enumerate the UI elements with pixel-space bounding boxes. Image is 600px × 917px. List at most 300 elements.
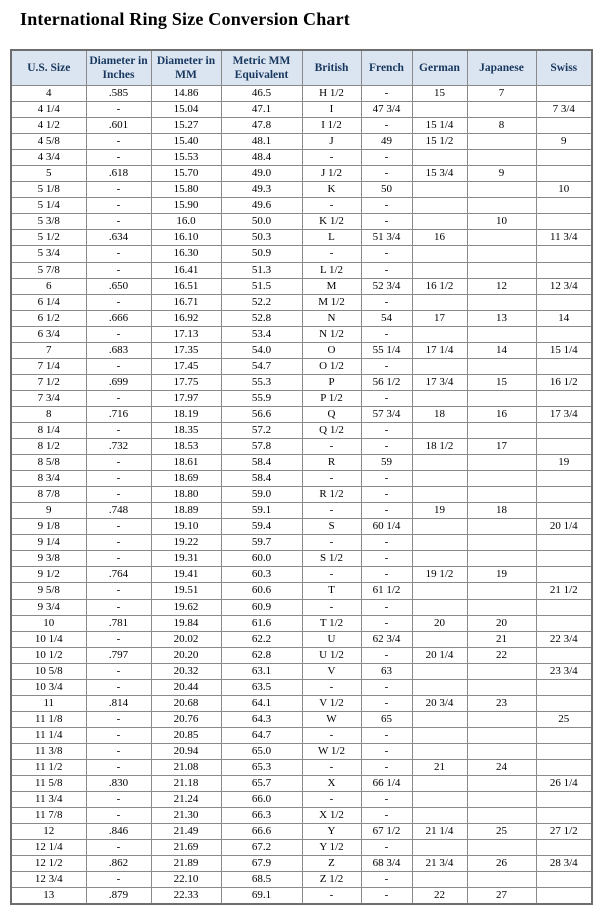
table-cell xyxy=(467,230,536,246)
table-cell: - xyxy=(86,471,151,487)
table-cell xyxy=(467,727,536,743)
table-cell: - xyxy=(361,727,412,743)
table-cell: H 1/2 xyxy=(302,86,361,102)
table-cell: 65.7 xyxy=(221,776,302,792)
table-cell: 10 1/4 xyxy=(11,631,86,647)
table-cell: 21.30 xyxy=(151,808,221,824)
table-cell: 68 3/4 xyxy=(361,856,412,872)
table-cell: 55.9 xyxy=(221,390,302,406)
table-cell: 61.6 xyxy=(221,615,302,631)
table-cell: 49.6 xyxy=(221,198,302,214)
table-row xyxy=(11,198,592,214)
table-cell: 21.49 xyxy=(151,824,221,840)
table-cell: .716 xyxy=(86,406,151,422)
table-cell: 20.68 xyxy=(151,695,221,711)
table-cell: 10 1/2 xyxy=(11,647,86,663)
table-cell xyxy=(536,390,592,406)
table-cell: - xyxy=(361,808,412,824)
table-cell: .699 xyxy=(86,374,151,390)
table-cell: W 1/2 xyxy=(302,743,361,759)
table-cell: 12 3/4 xyxy=(536,278,592,294)
table-cell xyxy=(467,487,536,503)
table-cell: 19.22 xyxy=(151,535,221,551)
table-cell: S xyxy=(302,519,361,535)
table-cell: .650 xyxy=(86,278,151,294)
table-cell: 21.08 xyxy=(151,759,221,775)
table-row xyxy=(11,230,592,246)
table-cell: 5 7/8 xyxy=(11,262,86,278)
table-cell: 15 xyxy=(467,374,536,390)
table-cell xyxy=(536,439,592,455)
table-cell: 67 1/2 xyxy=(361,824,412,840)
table-cell: 21 xyxy=(412,759,467,775)
table-cell: Y xyxy=(302,824,361,840)
table-cell: 6 1/4 xyxy=(11,294,86,310)
table-cell: - xyxy=(361,294,412,310)
table-cell: 14 xyxy=(536,310,592,326)
table-cell: 51 3/4 xyxy=(361,230,412,246)
table-cell: 21 3/4 xyxy=(412,856,467,872)
table-cell xyxy=(412,422,467,438)
table-cell: 60.3 xyxy=(221,567,302,583)
table-cell xyxy=(467,551,536,567)
table-cell: - xyxy=(361,872,412,888)
table-row xyxy=(11,118,592,134)
table-cell: - xyxy=(361,888,412,905)
table-cell: J 1/2 xyxy=(302,166,361,182)
table-cell: - xyxy=(86,246,151,262)
table-cell: 10 5/8 xyxy=(11,663,86,679)
table-cell: 12 xyxy=(467,278,536,294)
table-cell: 21 1/2 xyxy=(536,583,592,599)
table-cell: 20.85 xyxy=(151,727,221,743)
table-cell: - xyxy=(86,262,151,278)
table-cell: 53.4 xyxy=(221,326,302,342)
table-cell: 4 1/4 xyxy=(11,102,86,118)
header-diameter-inches: Diameter in Inches xyxy=(86,50,151,86)
table-row xyxy=(11,872,592,888)
table-row xyxy=(11,342,592,358)
table-cell: 15 3/4 xyxy=(412,166,467,182)
table-cell xyxy=(536,358,592,374)
table-cell: 58.4 xyxy=(221,471,302,487)
table-cell: .732 xyxy=(86,439,151,455)
table-cell: 6 1/2 xyxy=(11,310,86,326)
table-cell: - xyxy=(86,326,151,342)
table-cell: 4 5/8 xyxy=(11,134,86,150)
table-cell: 4 3/4 xyxy=(11,150,86,166)
table-cell: - xyxy=(361,503,412,519)
table-cell xyxy=(412,487,467,503)
table-cell: 9 xyxy=(536,134,592,150)
table-cell: - xyxy=(302,759,361,775)
table-cell: - xyxy=(361,647,412,663)
table-cell: - xyxy=(302,727,361,743)
table-cell: - xyxy=(86,583,151,599)
table-cell: - xyxy=(86,663,151,679)
table-cell: - xyxy=(86,711,151,727)
table-cell: .601 xyxy=(86,118,151,134)
table-cell: - xyxy=(86,551,151,567)
table-cell xyxy=(467,872,536,888)
table-cell xyxy=(412,535,467,551)
table-cell: 20.44 xyxy=(151,679,221,695)
table-cell: 20 xyxy=(467,615,536,631)
table-cell xyxy=(412,471,467,487)
table-cell xyxy=(467,455,536,471)
table-cell: .830 xyxy=(86,776,151,792)
table-cell: .846 xyxy=(86,824,151,840)
table-cell: 14 xyxy=(467,342,536,358)
table-row xyxy=(11,166,592,182)
table-cell: - xyxy=(86,358,151,374)
table-cell: 9 1/8 xyxy=(11,519,86,535)
table-cell xyxy=(467,711,536,727)
table-cell xyxy=(467,663,536,679)
table-cell: 50.9 xyxy=(221,246,302,262)
table-cell xyxy=(467,102,536,118)
table-cell xyxy=(412,679,467,695)
table-cell: 17 xyxy=(412,310,467,326)
table-cell: K xyxy=(302,182,361,198)
table-cell xyxy=(467,262,536,278)
table-row xyxy=(11,262,592,278)
table-cell: 25 xyxy=(467,824,536,840)
table-cell: 63.5 xyxy=(221,679,302,695)
table-cell: - xyxy=(361,150,412,166)
table-cell: Q xyxy=(302,406,361,422)
table-cell xyxy=(412,262,467,278)
table-cell xyxy=(536,471,592,487)
table-row xyxy=(11,663,592,679)
table-row xyxy=(11,808,592,824)
table-cell: 60.9 xyxy=(221,599,302,615)
table-cell: N 1/2 xyxy=(302,326,361,342)
table-cell: - xyxy=(361,551,412,567)
table-cell xyxy=(536,150,592,166)
table-row xyxy=(11,455,592,471)
table-cell: 9 3/4 xyxy=(11,599,86,615)
table-row xyxy=(11,792,592,808)
table-cell xyxy=(536,535,592,551)
table-cell: 15 1/4 xyxy=(412,118,467,134)
table-cell: 9 1/4 xyxy=(11,535,86,551)
table-cell: 7 1/2 xyxy=(11,374,86,390)
table-cell: Z 1/2 xyxy=(302,872,361,888)
table-cell xyxy=(467,422,536,438)
table-row xyxy=(11,278,592,294)
table-cell: 20 1/4 xyxy=(412,647,467,663)
table-cell: 23 xyxy=(467,695,536,711)
table-cell xyxy=(412,390,467,406)
table-cell: 54.7 xyxy=(221,358,302,374)
table-cell xyxy=(536,808,592,824)
table-cell: 16.10 xyxy=(151,230,221,246)
table-cell: 9 xyxy=(467,166,536,182)
table-cell: - xyxy=(361,439,412,455)
table-row xyxy=(11,182,592,198)
table-cell xyxy=(467,808,536,824)
table-row xyxy=(11,711,592,727)
table-cell: 15 1/2 xyxy=(412,134,467,150)
table-cell: .585 xyxy=(86,86,151,102)
table-cell: 15.80 xyxy=(151,182,221,198)
table-cell: V 1/2 xyxy=(302,695,361,711)
table-cell: 16 1/2 xyxy=(412,278,467,294)
table-cell: 19.31 xyxy=(151,551,221,567)
table-row xyxy=(11,647,592,663)
table-cell: 8 1/2 xyxy=(11,439,86,455)
table-cell: L 1/2 xyxy=(302,262,361,278)
table-row xyxy=(11,888,592,905)
table-cell: 52.8 xyxy=(221,310,302,326)
table-cell: N xyxy=(302,310,361,326)
table-cell: W xyxy=(302,711,361,727)
table-cell: 66 1/4 xyxy=(361,776,412,792)
table-cell: 67.2 xyxy=(221,840,302,856)
table-cell: 8 5/8 xyxy=(11,455,86,471)
table-cell: Q 1/2 xyxy=(302,422,361,438)
table-cell: 59.7 xyxy=(221,535,302,551)
table-cell xyxy=(467,150,536,166)
table-cell: 14.86 xyxy=(151,86,221,102)
table-cell: Z xyxy=(302,856,361,872)
table-cell: - xyxy=(86,727,151,743)
table-cell: 54.0 xyxy=(221,342,302,358)
table-cell: 65 xyxy=(361,711,412,727)
table-cell: - xyxy=(361,262,412,278)
table-cell: 10 xyxy=(11,615,86,631)
table-cell: 21.69 xyxy=(151,840,221,856)
table-cell: - xyxy=(361,679,412,695)
table-cell: 50 xyxy=(361,182,412,198)
table-cell: 15.90 xyxy=(151,198,221,214)
table-cell: - xyxy=(361,487,412,503)
table-cell: 54 xyxy=(361,310,412,326)
table-cell: - xyxy=(302,471,361,487)
table-cell: 18.69 xyxy=(151,471,221,487)
table-row xyxy=(11,776,592,792)
table-cell xyxy=(536,198,592,214)
table-cell xyxy=(467,535,536,551)
table-cell: - xyxy=(302,679,361,695)
table-cell: 17 3/4 xyxy=(412,374,467,390)
table-cell: 20 xyxy=(412,615,467,631)
table-cell xyxy=(467,294,536,310)
table-cell: 22.33 xyxy=(151,888,221,905)
table-cell xyxy=(412,808,467,824)
table-cell: 11 1/8 xyxy=(11,711,86,727)
table-cell: 19.62 xyxy=(151,599,221,615)
table-cell xyxy=(412,840,467,856)
table-cell: 55.3 xyxy=(221,374,302,390)
table-cell: U xyxy=(302,631,361,647)
table-cell: 24 xyxy=(467,759,536,775)
table-cell xyxy=(467,198,536,214)
table-cell: 11 xyxy=(11,695,86,711)
table-cell: - xyxy=(361,198,412,214)
table-row xyxy=(11,358,592,374)
table-cell: 16.30 xyxy=(151,246,221,262)
table-cell: - xyxy=(86,599,151,615)
table-cell: - xyxy=(302,150,361,166)
table-row xyxy=(11,631,592,647)
table-cell xyxy=(467,358,536,374)
table-cell xyxy=(467,471,536,487)
table-row xyxy=(11,214,592,230)
header-japanese: Japanese xyxy=(467,50,536,86)
header-british: British xyxy=(302,50,361,86)
table-cell: .666 xyxy=(86,310,151,326)
table-cell: 19.51 xyxy=(151,583,221,599)
table-cell xyxy=(467,390,536,406)
table-cell: 8 xyxy=(11,406,86,422)
table-cell: 5 xyxy=(11,166,86,182)
table-cell: 18 1/2 xyxy=(412,439,467,455)
table-cell: 67.9 xyxy=(221,856,302,872)
table-cell: 15.70 xyxy=(151,166,221,182)
table-cell xyxy=(412,792,467,808)
table-cell: .634 xyxy=(86,230,151,246)
table-cell: 48.1 xyxy=(221,134,302,150)
table-cell: 10 3/4 xyxy=(11,679,86,695)
table-body xyxy=(11,86,592,905)
table-cell: 64.1 xyxy=(221,695,302,711)
table-cell: .764 xyxy=(86,567,151,583)
table-cell: - xyxy=(361,567,412,583)
table-row xyxy=(11,856,592,872)
table-cell: - xyxy=(361,118,412,134)
table-cell: 49 xyxy=(361,134,412,150)
table-cell: 20.20 xyxy=(151,647,221,663)
table-cell: 69.1 xyxy=(221,888,302,905)
table-cell: - xyxy=(361,743,412,759)
table-row xyxy=(11,487,592,503)
table-cell: - xyxy=(361,792,412,808)
table-cell: .862 xyxy=(86,856,151,872)
table-cell xyxy=(412,246,467,262)
table-cell xyxy=(467,134,536,150)
table-cell: - xyxy=(86,390,151,406)
table-cell: - xyxy=(302,535,361,551)
table-cell: P 1/2 xyxy=(302,390,361,406)
table-cell: 16.92 xyxy=(151,310,221,326)
table-cell: 11 3/4 xyxy=(536,230,592,246)
header-german: German xyxy=(412,50,467,86)
table-cell: - xyxy=(302,439,361,455)
table-cell: - xyxy=(361,166,412,182)
table-cell: 16 xyxy=(467,406,536,422)
table-cell: - xyxy=(86,743,151,759)
table-cell: 55 1/4 xyxy=(361,342,412,358)
table-cell: 57.2 xyxy=(221,422,302,438)
table-cell: 66.3 xyxy=(221,808,302,824)
table-cell: R 1/2 xyxy=(302,487,361,503)
table-cell: 19 xyxy=(467,567,536,583)
table-cell: 15.40 xyxy=(151,134,221,150)
table-cell: 11 3/8 xyxy=(11,743,86,759)
table-cell: P xyxy=(302,374,361,390)
table-row xyxy=(11,679,592,695)
table-cell: 68.5 xyxy=(221,872,302,888)
table-cell: 46.5 xyxy=(221,86,302,102)
table-cell xyxy=(467,776,536,792)
table-cell: .879 xyxy=(86,888,151,905)
table-cell: - xyxy=(361,326,412,342)
table-row xyxy=(11,535,592,551)
header-french: French xyxy=(361,50,412,86)
table-cell xyxy=(412,727,467,743)
table-cell: - xyxy=(361,86,412,102)
table-cell: 7 1/4 xyxy=(11,358,86,374)
table-cell: 18.80 xyxy=(151,487,221,503)
table-cell xyxy=(412,599,467,615)
table-cell: V xyxy=(302,663,361,679)
table-cell: - xyxy=(302,567,361,583)
table-row xyxy=(11,134,592,150)
table-cell: 63 xyxy=(361,663,412,679)
table-cell xyxy=(536,615,592,631)
table-cell: - xyxy=(86,840,151,856)
table-cell: 50.3 xyxy=(221,230,302,246)
header-swiss: Swiss xyxy=(536,50,592,86)
table-cell: - xyxy=(302,599,361,615)
table-row xyxy=(11,551,592,567)
table-cell: 27 xyxy=(467,888,536,905)
table-cell: 47 3/4 xyxy=(361,102,412,118)
table-cell: - xyxy=(86,631,151,647)
table-cell xyxy=(536,551,592,567)
table-row xyxy=(11,567,592,583)
table-row xyxy=(11,583,592,599)
table-row xyxy=(11,246,592,262)
table-row xyxy=(11,390,592,406)
table-cell xyxy=(536,214,592,230)
table-row xyxy=(11,439,592,455)
table-cell xyxy=(536,647,592,663)
table-cell xyxy=(467,743,536,759)
table-cell: 21.24 xyxy=(151,792,221,808)
table-cell xyxy=(536,840,592,856)
table-cell xyxy=(536,487,592,503)
table-cell: O 1/2 xyxy=(302,358,361,374)
table-cell: 20 3/4 xyxy=(412,695,467,711)
table-cell xyxy=(536,743,592,759)
table-cell: 17.97 xyxy=(151,390,221,406)
table-cell: 59.4 xyxy=(221,519,302,535)
table-cell: 8 1/4 xyxy=(11,422,86,438)
table-row xyxy=(11,374,592,390)
table-cell: J xyxy=(302,134,361,150)
table-cell: 51.5 xyxy=(221,278,302,294)
table-row xyxy=(11,406,592,422)
table-cell: 51.3 xyxy=(221,262,302,278)
table-cell: - xyxy=(86,294,151,310)
table-row xyxy=(11,759,592,775)
table-cell: 59.1 xyxy=(221,503,302,519)
table-row xyxy=(11,695,592,711)
table-cell: 19 xyxy=(536,455,592,471)
table-cell xyxy=(412,214,467,230)
table-cell: 6 xyxy=(11,278,86,294)
table-row xyxy=(11,503,592,519)
table-cell: 62 3/4 xyxy=(361,631,412,647)
table-cell: 5 1/2 xyxy=(11,230,86,246)
table-cell: 17.13 xyxy=(151,326,221,342)
table-cell: 18 xyxy=(467,503,536,519)
table-cell xyxy=(536,759,592,775)
table-cell: - xyxy=(361,214,412,230)
